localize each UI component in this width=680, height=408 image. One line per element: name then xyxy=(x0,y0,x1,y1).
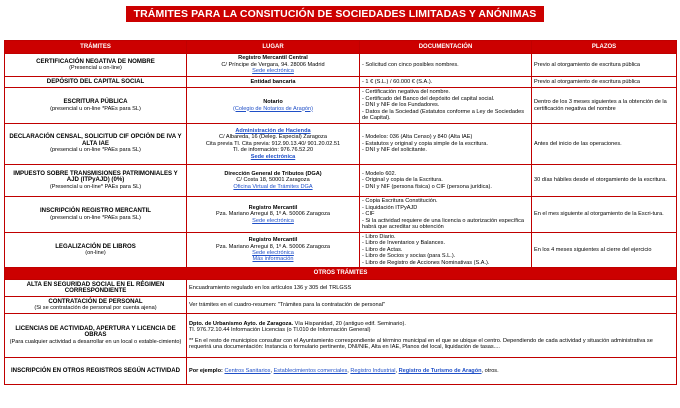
tramite-cell xyxy=(5,233,187,268)
tramite-cell xyxy=(5,124,187,165)
lugar-title: Registro Mercantil xyxy=(248,237,298,244)
lugar-cell xyxy=(187,124,360,165)
tramite-title: DEPÓSITO DEL CAPITAL SOCIAL xyxy=(46,77,145,85)
lugar-title: Registro Mercantil xyxy=(248,204,298,211)
tramite-cell xyxy=(5,165,187,197)
doc-item: - Certificación negativa del nombre. xyxy=(362,89,450,96)
descripcion-cell xyxy=(187,314,677,358)
doc-item: - Copia Escritura Constitución. xyxy=(362,198,438,205)
table-row xyxy=(5,124,677,165)
lugar-cell xyxy=(187,197,360,233)
doc-item: - 1 € (S.L.) / 60.000 € (S.A.). xyxy=(362,78,433,85)
tramite-cell xyxy=(5,358,187,385)
doc-item: - Modelos: 036 (Alta Censo) y 840 (Alta IAE) xyxy=(362,134,473,141)
tramite-title: IMPUESTO SOBRE TRANSMISIONES PATRIMONIALES Y AJD (ITPyAJD) (0%) xyxy=(13,169,178,184)
doc-item: - Libro de Inventarios y Balances. xyxy=(362,240,446,247)
tramite-cell xyxy=(5,88,187,124)
table-header-row xyxy=(5,41,677,54)
tramite-cell xyxy=(5,197,187,233)
table-row xyxy=(5,77,677,88)
table-row xyxy=(5,280,677,297)
tramite-cell xyxy=(5,54,187,77)
tramite-title: CERTIFICACIÓN NEGATIVA DE NOMBRE xyxy=(36,57,155,65)
doc-item: - Libro de Registro de Acciones Nominativas (S.A.). xyxy=(362,259,490,266)
table-row xyxy=(5,314,677,358)
tramite-title: INSCRIPCIÓN REGISTRO MERCANTIL xyxy=(39,207,152,215)
establecimientos-comerciales-link[interactable]: Establecimientos comerciales xyxy=(273,367,348,374)
tramite-cell xyxy=(5,314,187,358)
doc-item: - Original y copia de la Escritura. xyxy=(362,177,443,184)
doc-item: - Modelo 602. xyxy=(362,170,397,177)
plazo-cell: Previo al otorgamiento de escritura pública xyxy=(532,54,677,77)
telefono-info: Tl. de información: 976.76.52.20 xyxy=(232,147,314,154)
descripcion-cell: Por ejemplo: Centros Sanitarios, Establecimientos comerciales, Registro Industrial, Registro de Turismo de Aragón, otros. xyxy=(187,358,677,385)
plazo-cell: En los 4 meses siguientes al cierre del ejercicio xyxy=(532,233,677,268)
tramite-title: ALTA EN SEGURIDAD SOCIAL EN EL RÉGIMEN CORRESPONDIENTE xyxy=(26,280,165,294)
sede-electronica-link[interactable]: Sede electrónica xyxy=(252,250,294,256)
doc-item: - Estatutos y original y copia simple de la escritura. xyxy=(362,140,488,147)
doc-item: - Solicitud con cinco posibles nombres. xyxy=(362,61,459,68)
lugar-cell xyxy=(187,54,360,77)
sede-electronica-link[interactable]: Sede electrónica xyxy=(252,217,294,224)
tramite-sub: (presencial u on-line *PAEs para SL) xyxy=(50,147,141,154)
descripcion-cell: Encuadramiento regulado en los artículos 136 y 305 del TRLGSS xyxy=(187,280,677,297)
doc-item: - Liquidación ITPyAJD xyxy=(362,204,418,211)
tramite-title: LEGALIZACIÓN DE LIBROS xyxy=(55,242,136,250)
sede-electronica-link[interactable]: Sede electrónica xyxy=(252,68,294,75)
doc-item: - Certificado del Banco del depósito del capital social. xyxy=(362,95,495,102)
doc-item: - DNI y NIF (persona física) o CIF (persona jurídica). xyxy=(362,183,492,190)
table-row xyxy=(5,54,677,77)
doc-item: - CIF xyxy=(362,211,375,218)
doc-item: - Datos de la Sociedad (Estatutos conforme a Ley de Sociedades de Capital). xyxy=(362,108,525,122)
documentacion-cell xyxy=(360,54,532,77)
centros-sanitarios-link[interactable]: Centros Sanitarios xyxy=(224,367,271,374)
header-plazos: PLAZOS xyxy=(532,41,677,54)
documentacion-cell xyxy=(360,88,532,124)
urbanismo-address: Vía Hispanidad, 20 (antiguo edif. Seminario). xyxy=(293,320,406,327)
plazo-cell: Previo al otorgamiento de escritura pública xyxy=(532,77,677,88)
tramite-cell xyxy=(5,297,187,314)
sede-electronica-link[interactable]: Sede electrónica xyxy=(250,153,296,160)
documentacion-cell xyxy=(360,77,532,88)
urbanismo-label: Dpto. de Urbanismo Ayto. de Zaragoza. xyxy=(189,320,294,327)
lugar-cell xyxy=(187,165,360,197)
tramite-sub: (Para cualquier actividad a desarrollar en un local o estable-cimiento) xyxy=(9,338,182,345)
tramite-cell xyxy=(5,77,187,88)
table-row xyxy=(5,297,677,314)
documentacion-cell xyxy=(360,165,532,197)
tramites-table xyxy=(4,40,677,385)
tramite-sub: (Presencial u on-line* PAEs para SL) xyxy=(49,183,142,190)
tramite-title: INSCRIPCIÓN EN OTROS REGISTROS SEGÚN ACTIVIDAD xyxy=(10,366,181,374)
registro-turismo-link[interactable]: Registro de Turismo de Aragón xyxy=(398,367,482,374)
lugar-title: Entidad bancaria xyxy=(250,78,296,85)
tramite-title: ESCRITURA PÚBLICA xyxy=(63,98,128,106)
lugar-address: C/ Costa 18, 50001 Zaragoza xyxy=(236,177,310,184)
tramite-cell xyxy=(5,280,187,297)
plazo-cell: 30 días hábiles desde el otorgamiento de la escritura. xyxy=(532,165,677,197)
page-title: TRÁMITES PARA LA CONSITUCIÓN DE SOCIEDADES LIMITADAS Y ANÓNIMAS xyxy=(126,6,544,22)
otros-tramites-header xyxy=(5,268,677,280)
documentacion-cell xyxy=(360,197,532,233)
table-row xyxy=(5,88,677,124)
lugar-title: Registro Mercantil Central xyxy=(238,55,308,62)
tramite-sub: (on-line) xyxy=(85,250,106,256)
lugar-address: C/ Albareda, 16 (Deleg. Especial) Zaragoza xyxy=(219,134,327,141)
table-row xyxy=(5,233,677,268)
tramite-title: LICENCIAS DE ACTIVIDAD, APERTURA Y LICENCIA DE OBRAS xyxy=(15,324,176,339)
doc-item: - Libro de Actas. xyxy=(362,246,403,253)
header-documentacion: DOCUMENTACIÓN xyxy=(360,41,532,54)
table-row xyxy=(5,197,677,233)
tramite-sub: (presencial u on-line *PAEs para SL) xyxy=(50,214,141,221)
tramite-title: DECLARACIÓN CENSAL, SOLICITUD CIF OPCIÓN DE IVA Y ALTA IAE xyxy=(9,133,182,147)
lugar-address: Pza. Mariano Arregui 8, 1º A. 50006 Zaragoza xyxy=(216,211,330,218)
lugar-cell xyxy=(187,233,360,268)
cita-previa-line: Cita previa Tl. Cita previa: 912.90.13.40/ 901.20.02.51 xyxy=(205,140,341,147)
descripcion-cell: Ver trámites en el cuadro-resumen: "Trámites para la contratación de personal" xyxy=(187,297,677,314)
header-lugar: LUGAR xyxy=(187,41,360,54)
doc-item: - DNI y NIF de los Fundadores. xyxy=(362,102,440,109)
doc-item: - Libro de Socios y socias (para S.L.). xyxy=(362,253,456,260)
registro-industrial-link[interactable]: Registro Industrial xyxy=(350,367,396,374)
plazo-cell: Dentro de los 3 meses siguientes a la obtención de la certificación negativa del nombre xyxy=(532,88,677,124)
lugar-cell xyxy=(187,88,360,124)
documentacion-cell xyxy=(360,233,532,268)
licencias-telefono: Tl. 976.72.10.44 Información Licencias (o Tl.010 de Información General) xyxy=(189,327,371,334)
doc-item: - DNI y NIF del solicitante. xyxy=(362,147,427,154)
administracion-hacienda-link[interactable]: Administración de Hacienda xyxy=(235,127,311,134)
doc-item: - Si la actividad requiere de una licencia o autorización específica habrá que acreditar su obtención xyxy=(362,217,525,231)
plazo-cell: Antes del inicio de las operaciones. xyxy=(532,124,677,165)
lugar-title: Notario xyxy=(263,99,283,106)
header-tramites: TRÁMITES xyxy=(5,41,187,54)
documentacion-cell xyxy=(360,124,532,165)
otros-tramites-title: OTROS TRÁMITES xyxy=(5,268,677,280)
tramite-sub: (Presencial u on-line) xyxy=(69,65,122,71)
colegio-notarios-link[interactable]: (Colegio de Notarios de Aragón) xyxy=(233,105,313,112)
ejemplo-label: Por ejemplo: xyxy=(189,367,223,374)
tramite-sub: (presencial u on-line *PAEs para SL) xyxy=(50,105,141,112)
otros-text: otros. xyxy=(484,367,499,374)
lugar-title: Dirección General de Tributos (DGA) xyxy=(224,170,322,177)
lugar-address: Pza. Mariano Arregui 8, 1º A. 50006 Zaragoza xyxy=(216,243,330,250)
tramite-sub: (Si se contratación de personal por cuenta ajena) xyxy=(34,305,157,311)
lugar-cell xyxy=(187,77,360,88)
lugar-address: C/ Príncipe de Vergara, 94. 28006 Madrid xyxy=(221,61,325,68)
oficina-virtual-link[interactable]: Oficina Virtual de Trámites DGA xyxy=(233,183,313,190)
plazo-cell: En el mes siguiente al otorgamiento de la Escri-tura. xyxy=(532,197,677,233)
mas-informacion-link[interactable]: Más información xyxy=(252,256,294,263)
resto-municipios-note: ** En el resto de municipios consultar con el Ayuntamiento correspondiente al término municipal en el que se ubique el centro. Dependiendo de cada actividad y situación administrativa se requerirá una documentación: Instancia o formulario pertinente, DNI/NIE, Alta en IAE, Planos del local, liquidación de tasas.... xyxy=(189,337,653,350)
doc-item: - Libro Diario. xyxy=(362,233,396,240)
tramite-title: CONTRATACIÓN DE PERSONAL xyxy=(48,297,143,305)
table-row xyxy=(5,358,677,385)
table-row xyxy=(5,165,677,197)
